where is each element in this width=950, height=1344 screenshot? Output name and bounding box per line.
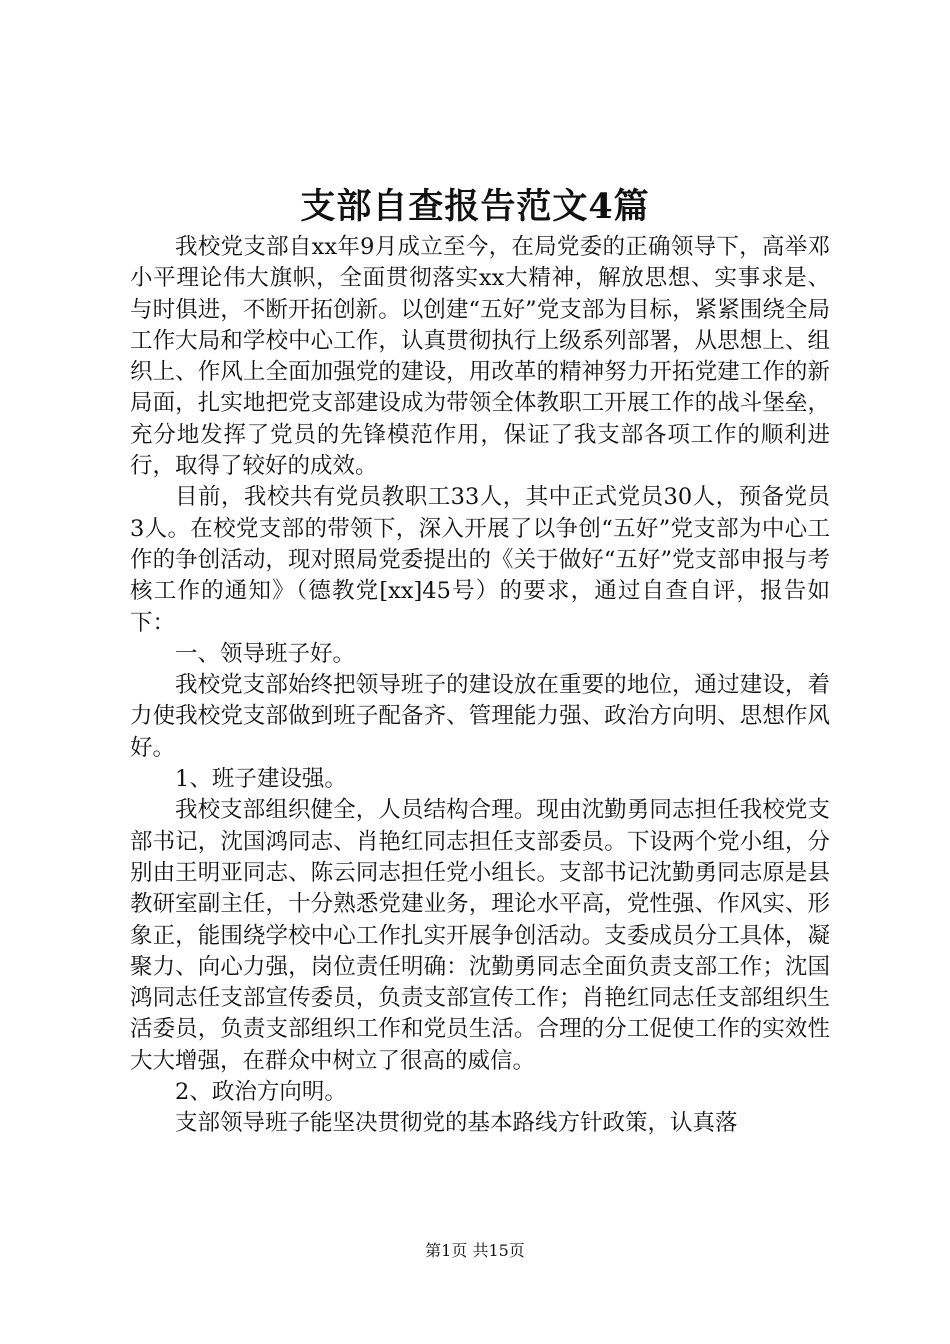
- subheading-team-building: 1、班子建设强。: [175, 766, 347, 793]
- paragraph-membership: 目前，我校共有党员教职工33人，其中正式党员30人，预备党员3人。在校党支部的带领下，深入开展了以争创“五好”党支部为中心工作的争创活动，现对照局党委提出的《关于做好“五好”党支部申报与考核工作的通知》（德教党[xx]45号）的要求，通过自查自评，报告如下：: [130, 484, 830, 636]
- document-body: [130, 232, 830, 1140]
- document-title: 支部自查报告范文4篇: [300, 186, 650, 227]
- section-heading-leadership: 一、领导班子好。: [175, 640, 356, 667]
- paragraph-leadership: 我校党支部始终把领导班子的建设放在重要的地位，通过建设，着力使我校党支部做到班子配备齐、管理能力强、政治方向明、思想作风好。: [130, 672, 830, 761]
- paragraph-team-building: 我校支部组织健全，人员结构合理。现由沈勤勇同志担任我校党支部书记，沈国鸿同志、肖艳红同志担任支部委员。下设两个党小组，分别由王明亚同志、陈云同志担任党小组长。支部书记沈勤勇同志原是县教研室副主任，十分熟悉党建业务，理论水平高，党性强、作风实、形象正，能围绕学校中心工作扎实开展争创活动。支委成员分工具体，凝聚力、向心力强，岗位责任明确：沈勤勇同志全面负责支部工作；沈国鸿同志任支部宣传委员，负责支部宣传工作；肖艳红同志任支部组织生活委员，负责支部组织工作和党员生活。合理的分工促使工作的实效性大大增强，在群众中树立了很高的威信。: [130, 797, 830, 1074]
- paragraph-intro: 我校党支部自xx年9月成立至今，在局党委的正确领导下，高举邓小平理论伟大旗帜，全面贯彻落实xx大精神，解放思想、实事求是、与时俱进，不断开拓创新。以创建“五好”党支部为目标，紧紧围绕全局工作大局和学校中心工作，认真贯彻执行上级系列部署，从思想上、组织上、作风上全面加强党的建设，用改革的精神努力开拓党建工作的新局面，扎实地把党支部建设成为带领全体教职工开展工作的战斗堡垒，充分地发挥了党员的先锋模范作用，保证了我支部各项工作的顺利进行，取得了较好的成效。: [130, 234, 830, 480]
- page-number-footer: 第1页 共15页: [425, 1241, 525, 1260]
- paragraph-political-direction: 支部领导班子能坚决贯彻党的基本路线方针政策，认真落: [175, 1110, 738, 1137]
- subheading-political-direction: 2、政治方向明。: [175, 1079, 347, 1106]
